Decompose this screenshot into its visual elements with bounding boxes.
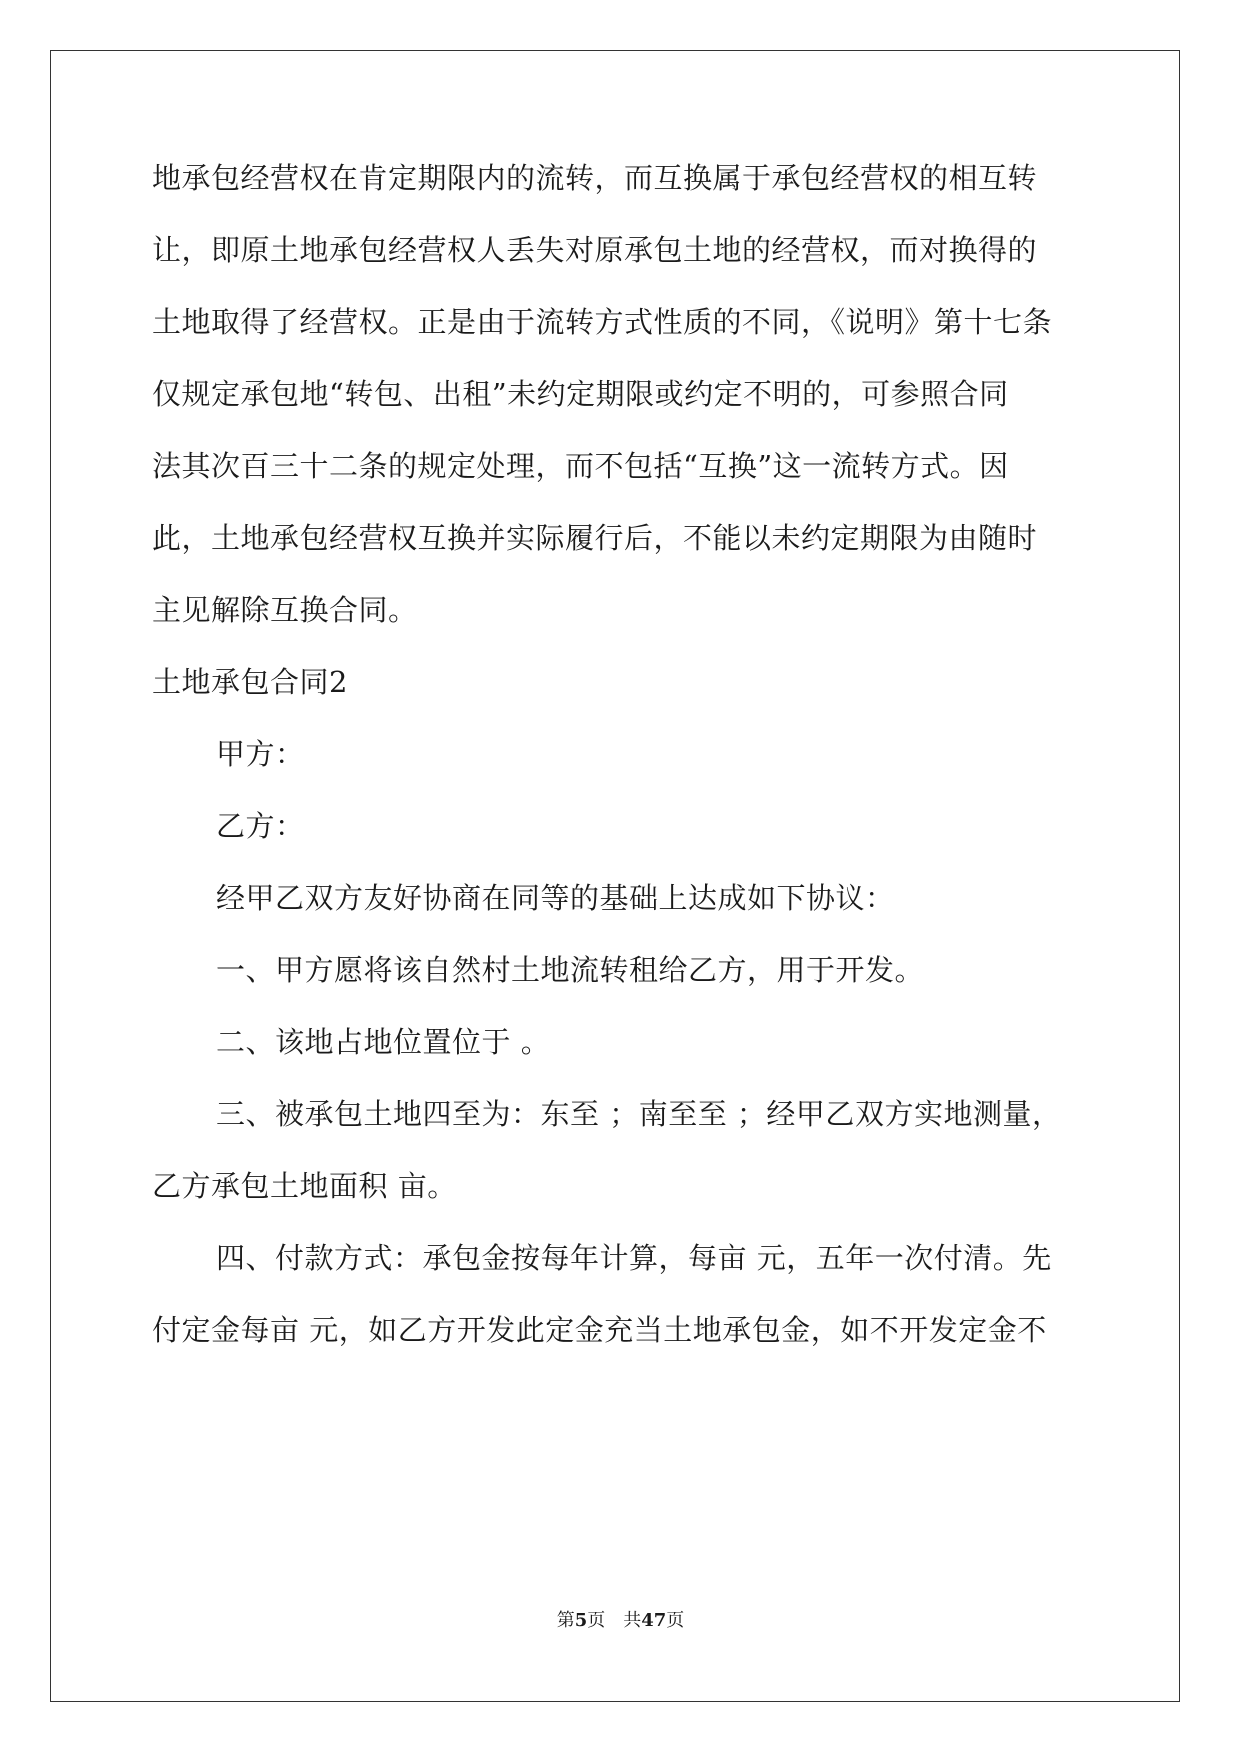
party-a-line: 甲方： xyxy=(216,737,305,771)
page-number: 5 xyxy=(574,1610,588,1631)
page-border xyxy=(50,50,1180,1702)
clause-line: 四、付款方式：承包金按每年计算，每亩 元，五年一次付清。先 xyxy=(216,1241,1052,1275)
page-footer xyxy=(0,1609,1241,1633)
paragraph-line: 仅规定承包地“转包、出租”未约定期限或约定不明的，可参照合同 xyxy=(152,377,1009,411)
footer-page-suffix: 页 xyxy=(587,1610,606,1631)
clause-line: 乙方承包土地面积 亩。 xyxy=(152,1169,457,1203)
clause-line: 付定金每亩 元，如乙方开发此定金充当土地承包金，如不开发定金不 xyxy=(152,1313,1047,1347)
paragraph-line: 经甲乙双方友好协商在同等的基础上达成如下协议： xyxy=(216,881,895,915)
footer-total-suffix: 页 xyxy=(666,1610,685,1631)
footer-prefix: 第 xyxy=(556,1610,575,1631)
paragraph-line: 让，即原土地承包经营权人丢失对原承包土地的经营权，而对换得的 xyxy=(152,233,1038,267)
party-b-line: 乙方： xyxy=(216,809,305,843)
section-heading: 土地承包合同2 xyxy=(152,665,348,699)
paragraph-line: 地承包经营权在肯定期限内的流转，而互换属于承包经营权的相互转 xyxy=(152,161,1038,195)
paragraph-line: 土地取得了经营权。正是由于流转方式性质的不同，《说明》第十七条 xyxy=(152,305,1053,339)
footer-total-prefix: 共 xyxy=(623,1610,642,1631)
clause-line: 二、该地占地位置位于 。 xyxy=(216,1025,551,1059)
clause-line: 一、甲方愿将该自然村土地流转租给乙方，用于开发。 xyxy=(216,953,925,987)
paragraph-line: 此，土地承包经营权互换并实际履行后，不能以未约定期限为由随时 xyxy=(152,521,1038,555)
paragraph-line: 法其次百三十二条的规定处理，而不包括“互换”这一流转方式。因 xyxy=(152,449,1009,483)
total-pages: 47 xyxy=(641,1610,667,1631)
paragraph-line: 主见解除互换合同。 xyxy=(152,593,418,627)
clause-line: 三、被承包土地四至为：东至 ；南至至 ；经甲乙双方实地测量， xyxy=(216,1097,1062,1131)
